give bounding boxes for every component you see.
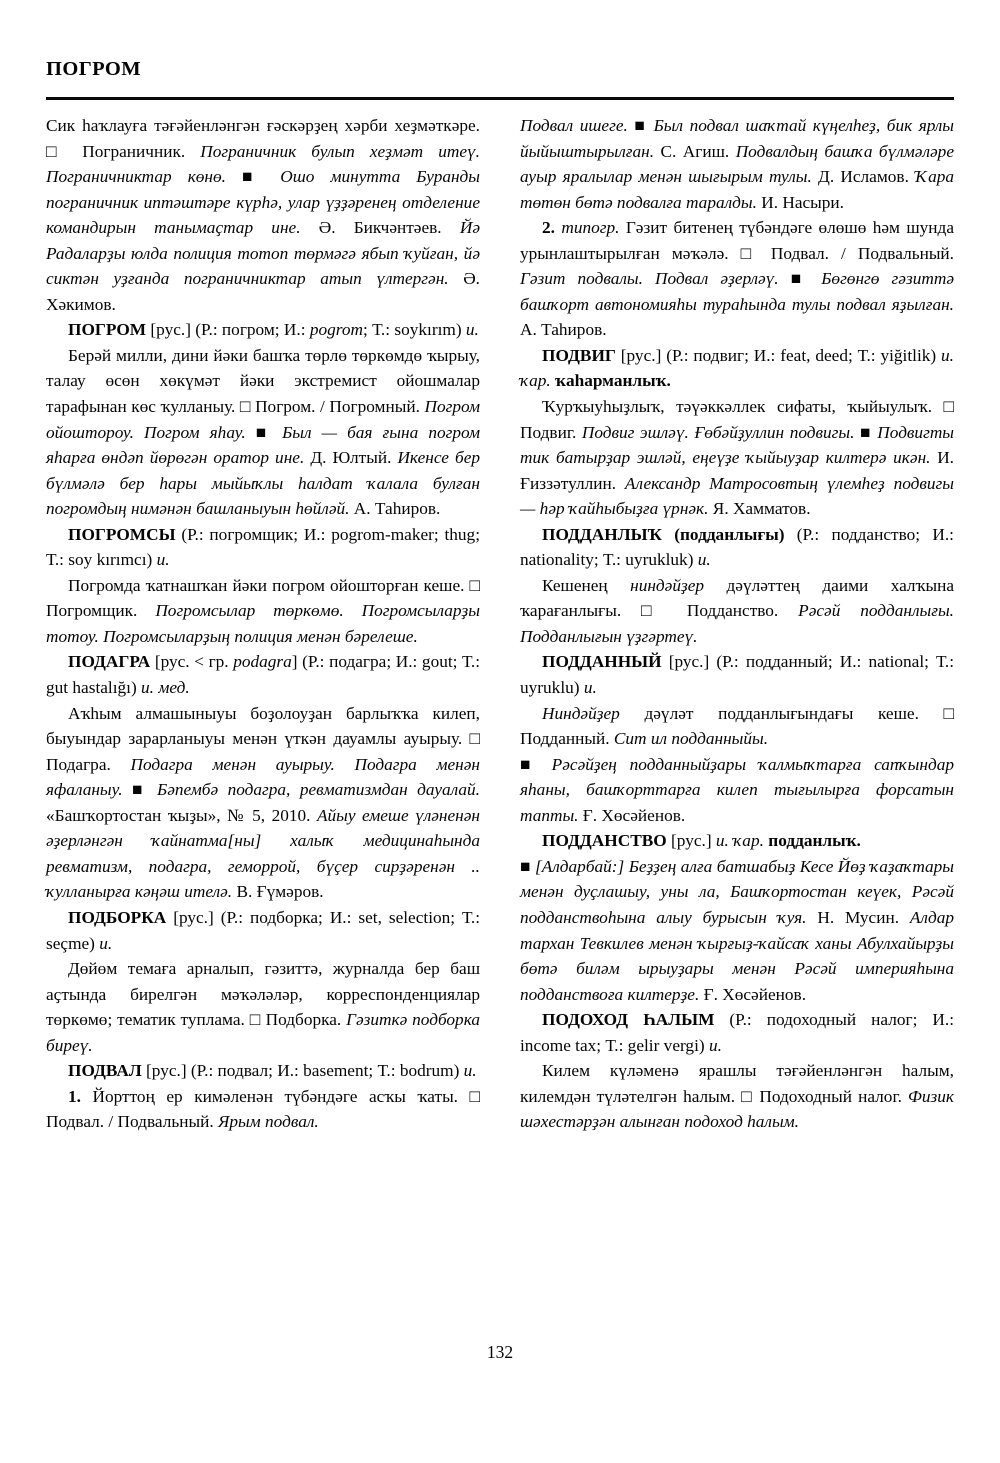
entry-block-pogrom-headword: ПОГРОМ [рус.] (Р.: погром; И.: pogrom; Т.: soykırım) и. [68,320,479,340]
entry-block-poddanlyk-headword: ПОДДАНЛЫҠ (подданлығы) (Р.: подданство; И.: nationality; Т.: uyrukluk) и. [520,524,954,570]
entry-block-podagra-headword: ПОДАГРА [рус. < гр. podagra] (Р.: подагра; И.: gout; Т.: gut hastalığı) и. мед. [46,652,481,698]
entry-block-pogrom-definition: Берәй милли, дини йәки башҡа төрлө төркөмдө ҡырыу, талау өсөн хөкүмәт йәки экстремист ойошмалар тарафынан көс ҡулланыу. □ Погром. / Погромный. Погром ойоштороу. Погром яһау. ■ Был — бая ғына погром яһарға өндәп йөрөгән оратор ине. Д. Юлтый. Икенсе бер бүлмәлә бер һары мыйыҡлы һалдат ҡалала булған погромдың нимәнән башланыуын һөйләй. А. Таһиров. [46,345,481,519]
entry-block-podval-sense-1: 1. Йорттоң ер кимәленән түбәндәге асҡы ҡаты. □ Подвал. / Подвальный. Ярым подвал. [46,1086,480,1132]
entry-block-pogranichnik-continued: Сик һаҡлауға тәғәйенләнгән ғәскәрҙең хәрби хеҙмәткәре. □ Пограничник. Пограничник булып хеҙмәт итеү. Пограничниктар көнө. ■ Ошо минутта Буранды пограничник иптәштәре күрһә, улар үҙҙәренең отделение командирын танымаҫтар ине. Ә. Бикчәнтәев. Йә Радаларҙы юлда полиция тотоп төрмәгә ябып ҡуйған, йә сиктән уҙғанда пограничниктар атып үлтергән. Ә. Хәкимов. [46,116,480,314]
page-columns [46,113,954,1135]
entry-block-poddannyy-headword: ПОДДАННЫЙ [рус.] (Р.: подданный; И.: national; Т.: uyruklu) и. [520,652,954,698]
entry-block-pogromsy-headword: ПОГРОМСЫ (Р.: погромщик; И.: pogrom-maker; thug; Т.: soy kırımcı) и. [46,524,480,570]
entry-block-podval-sense-2: 2. типогр. Гәзит битенең түбәндәге өлөшө һәм шунда урынлаштырылған мәҡәлә. □ Подвал. / Подвальный. Гәзит подвалы. Подвал әҙерләү. ■ Бөгөнгө гәзиттә башҡорт автономияһы тураһында тулы подвал яҙылған. А. Таһиров. [520,218,955,340]
entry-block-podohod-halym-definition: Килем күләменә ярашлы тәғәйенләнгән һалым, килемдән түләтелгән һалым. □ Подоходный налог. Физик шәхестәрҙән алынған подоход һалым. [520,1061,954,1132]
entry-block-pogromsy-definition: Погромда ҡатнашҡан йәки погром ойошторған кеше. □ Погромщик. Погромсылар төркөмө. Погромсыларҙы тотоу. Погромсыларҙың полиция менән бәрелеше. [46,575,480,646]
running-head: ПОГРОМ [46,58,142,80]
right-column [520,113,954,1135]
left-column [46,113,480,1135]
entry-block-podval-sense-1-continued: Подвал ишеге. ■ Был подвал шаҡтай күңелһеҙ, бик ярлы йыйыштырылған. С. Агиш. Подвалдың башҡа бүлмәләре ауыр яралылар менән шығырым тулы. Д. Исламов. Ҡара төтөн бөтә подвалға таралды. И. Насыри. [520,116,954,212]
entry-block-poddanstvo-headword: ПОДДАНСТВО [рус.] и. ҡар. подданлыҡ. [542,831,861,851]
entry-block-podagra-definition: Аҡһым алмашыныуы боҙолоуҙан барлыҡҡа килеп, быуындар зарарланыуы менән үткән дауамлы ауырыу. □ Подагра. Подагра менән ауырыу. Подагра менән яфаланыу. ■ Бәпембә подагра, ревматизмдан дауалай. «Башҡортостан ҡыҙы», № 5, 2010. Айыу емеше үләненән әҙерләнгән ҡайнатма[ны] халыҡ медицинаһында ревматизм, подагра, геморрой, бүҫер сирҙәренән .. ҡулланырға кәңәш ителә. В. Ғүмәров. [46,703,480,902]
entry-block-podohod-halym-headword: ПОДОХОД ҺАЛЫМ (Р.: подоходный налог; И.: income tax; Т.: gelir vergi) и. [520,1010,954,1055]
entry-block-podvig-definition: Ҡурҡыуһыҙлыҡ, тәүәккәллек сифаты, ҡыйыулыҡ. □ Подвиг. Подвиг эшләү. Ғөбәйҙуллин подвигы. ■ Подвигты тик батырҙар эшләй, еңеүҙе ҡыйыуҙар килтерә икән. И. Ғиззәтуллин. Александр Матросовтың үлемһеҙ подвигы — һәр ҡайһыбыҙға үрнәк. Я. Хамматов. [520,397,955,519]
entry-block-poddanlyk-definition: Кешенең ниндәйҙер дәүләттең даими халҡына ҡарағанлығы. □ Подданство. Рәсәй подданлығы. Подданлығын үҙгәртеү. [520,575,954,646]
entry-block-podval-headword: ПОДВАЛ [рус.] (Р.: подвал; И.: basement; Т.: bodrum) и. [68,1061,477,1081]
header-rule [46,97,954,100]
entry-block-poddannyy-definition: Ниндәйҙер дәүләт подданлығындағы кеше. □ Подданный. Сит ил подданныйы. [520,703,954,749]
entry-block-podvig-headword: ПОДВИГ [рус.] (Р.: подвиг; И.: feat, deed; Т.: yiğitlik) и. ҡар. ҡаһарманлыҡ. [520,345,954,391]
entry-block-poddanstvo-example: ■ [Алдарбай:] Беҙҙең алға батшабыҙ Кесе Йөҙ ҡаҙаҡтары менән дуҫлашыу, уны ла, Башҡортостан кеүек, Рәсәй подданствоһына алыу бурысын ҡуя. Н. Мусин. Алдар тархан Тевкилев менән ҡырғыҙ-ҡайсаҡ ханы Абулхайырҙы бөтә биләм ырыуҙары менән Рәсәй империяһына подданствоға килтерҙе. Ғ. Хөсәйенов. [520,856,955,1004]
entry-block-podborka-headword: ПОДБОРКА [рус.] (Р.: подборка; И.: set, selection; Т.: seçme) и. [46,907,480,953]
entry-block-poddannyy-example: ■ Рәсәйҙең подданныйҙары ҡалмыҡтарға сапҡындар яһаны, башҡорттарға килеп тығылырға форсатын тапты. Ғ. Хөсәйенов. [520,754,954,825]
entry-block-podborka-definition: Дөйөм темаға арналып, гәзиттә, журналда бер баш аҫтында бирелгән мәҡәләләр, корреспонденциялар төркөмө; тематик туплама. □ Подборка. Гәзиткә подборка биреү. [46,959,480,1055]
page-number: 132 [486,1342,514,1362]
